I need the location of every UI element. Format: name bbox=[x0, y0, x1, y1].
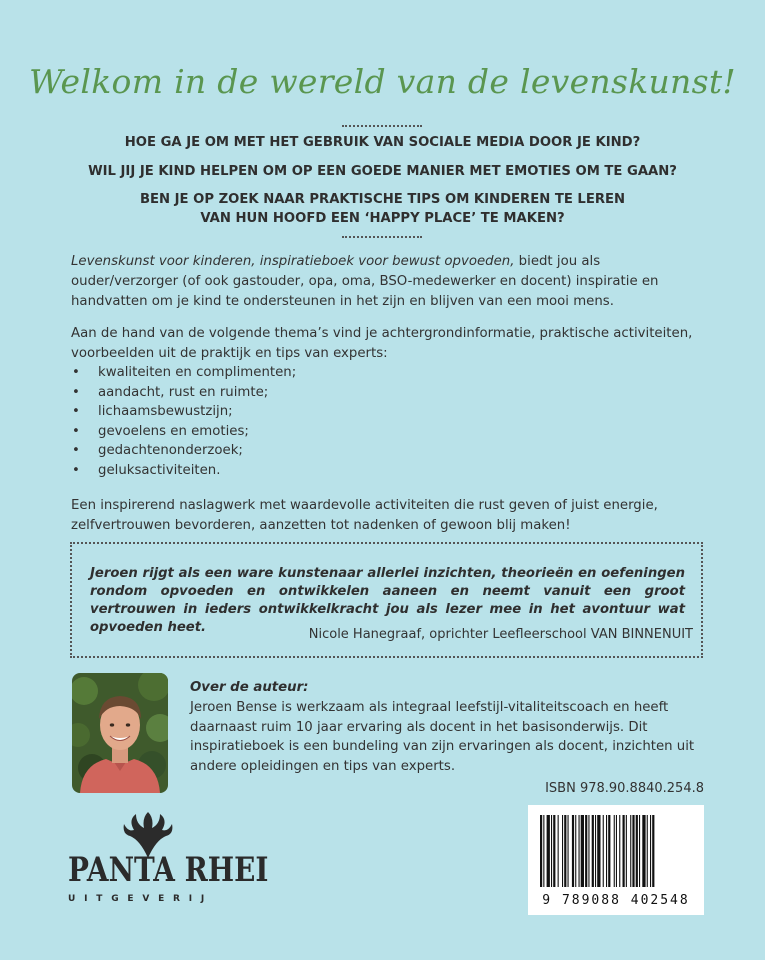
publisher-subtitle: UITGEVERIJ bbox=[68, 894, 214, 904]
isbn-label: ISBN 978.90.8840.254.8 bbox=[545, 781, 704, 796]
page-title: Welkom in de wereld van de levenskunst! bbox=[29, 62, 736, 101]
author-bio: Jeroen Bense is werkzaam als integraal leefstijl-vitaliteitscoach en heeft daarnaast ruim 10 jaar ervaring als docent in het basisonderwijs. Dit inspiratieboek is een bundeling van zijn ervaringen als docent, inzichten uit andere opleidingen en tips van experts. bbox=[190, 700, 695, 774]
dotted-divider-top bbox=[342, 125, 422, 127]
themes-list bbox=[71, 363, 671, 480]
list-item: • lichaamsbewustzijn; bbox=[71, 402, 671, 422]
book-title-italic: Levenskunst voor kinderen, inspiratieboek voor bewust opvoeden, bbox=[71, 254, 515, 269]
bullet: • bbox=[72, 423, 80, 439]
publisher-name: PANTA RHEI bbox=[68, 850, 269, 890]
themes-intro: Aan de hand van de volgende thema’s vind je achtergrondinformatie, praktische activiteiten, voorbeelden uit de praktijk en tips van experts: bbox=[71, 326, 693, 361]
dotted-divider-bottom bbox=[342, 236, 422, 238]
list-item: • kwaliteiten en complimenten; bbox=[71, 363, 671, 383]
publisher-logo bbox=[68, 810, 269, 915]
list-item: • geluksactiviteiten. bbox=[71, 461, 671, 481]
list-item: • gevoelens en emoties; bbox=[71, 422, 671, 442]
bullet: • bbox=[72, 462, 80, 478]
barcode bbox=[528, 805, 704, 915]
author-photo bbox=[72, 673, 168, 793]
bullet: • bbox=[72, 443, 80, 458]
question-3-line-1: BEN JE OP ZOEK NAAR PRAKTISCHE TIPS OM KINDEREN TE LEREN bbox=[139, 192, 626, 207]
barcode-bars bbox=[528, 805, 704, 895]
bullet: • bbox=[72, 404, 80, 419]
closing-paragraph: Een inspirerend naslagwerk met waardevolle activiteiten die rust geven of juist energie, zelfvertrouwen bevorderen, aanzetten tot nadenken of gewoon blij maken! bbox=[71, 498, 658, 533]
quote-text: Jeroen rijgt als een ware kunstenaar allerlei inzichten, theorieën en oefeningen rondom opvoeden en ontwikkelen aaneen en neemt vanuit een groot vertrouwen in ieders ontwikkelkracht jou als lezer mee in het avontuur wat opvoeden heet. bbox=[90, 566, 685, 635]
question-2: WIL JIJ JE KIND HELPEN OM OP EEN GOEDE MANIER MET EMOTIES OM TE GAAN? bbox=[88, 164, 677, 179]
intro-paragraph bbox=[71, 252, 706, 312]
list-item: • aandacht, rust en ruimte; bbox=[71, 383, 671, 403]
bullet: • bbox=[72, 365, 80, 380]
quote-attribution: Nicole Hanegraaf, oprichter Leefleerschool VAN BINNENUIT bbox=[308, 627, 693, 642]
question-1: HOE GA JE OM MET HET GEBRUIK VAN SOCIALE MEDIA DOOR JE KIND? bbox=[124, 135, 641, 150]
question-3-line-2: VAN HUN HOOFD EEN ‘HAPPY PLACE’ TE MAKEN? bbox=[200, 211, 565, 226]
author-heading: Over de auteur: bbox=[190, 680, 309, 695]
bullet: • bbox=[72, 384, 80, 400]
barcode-number: 9 789088 402548 bbox=[542, 893, 690, 908]
list-item: • gedachtenonderzoek; bbox=[71, 441, 671, 461]
intro-rest: biedt jou als ouder/verzorger (of ook gastouder, opa, oma, BSO-medewerker en docent) inspiratie en handvatten om je kind te ondersteunen in het zijn en blijven van een mooi mens. bbox=[71, 254, 659, 309]
